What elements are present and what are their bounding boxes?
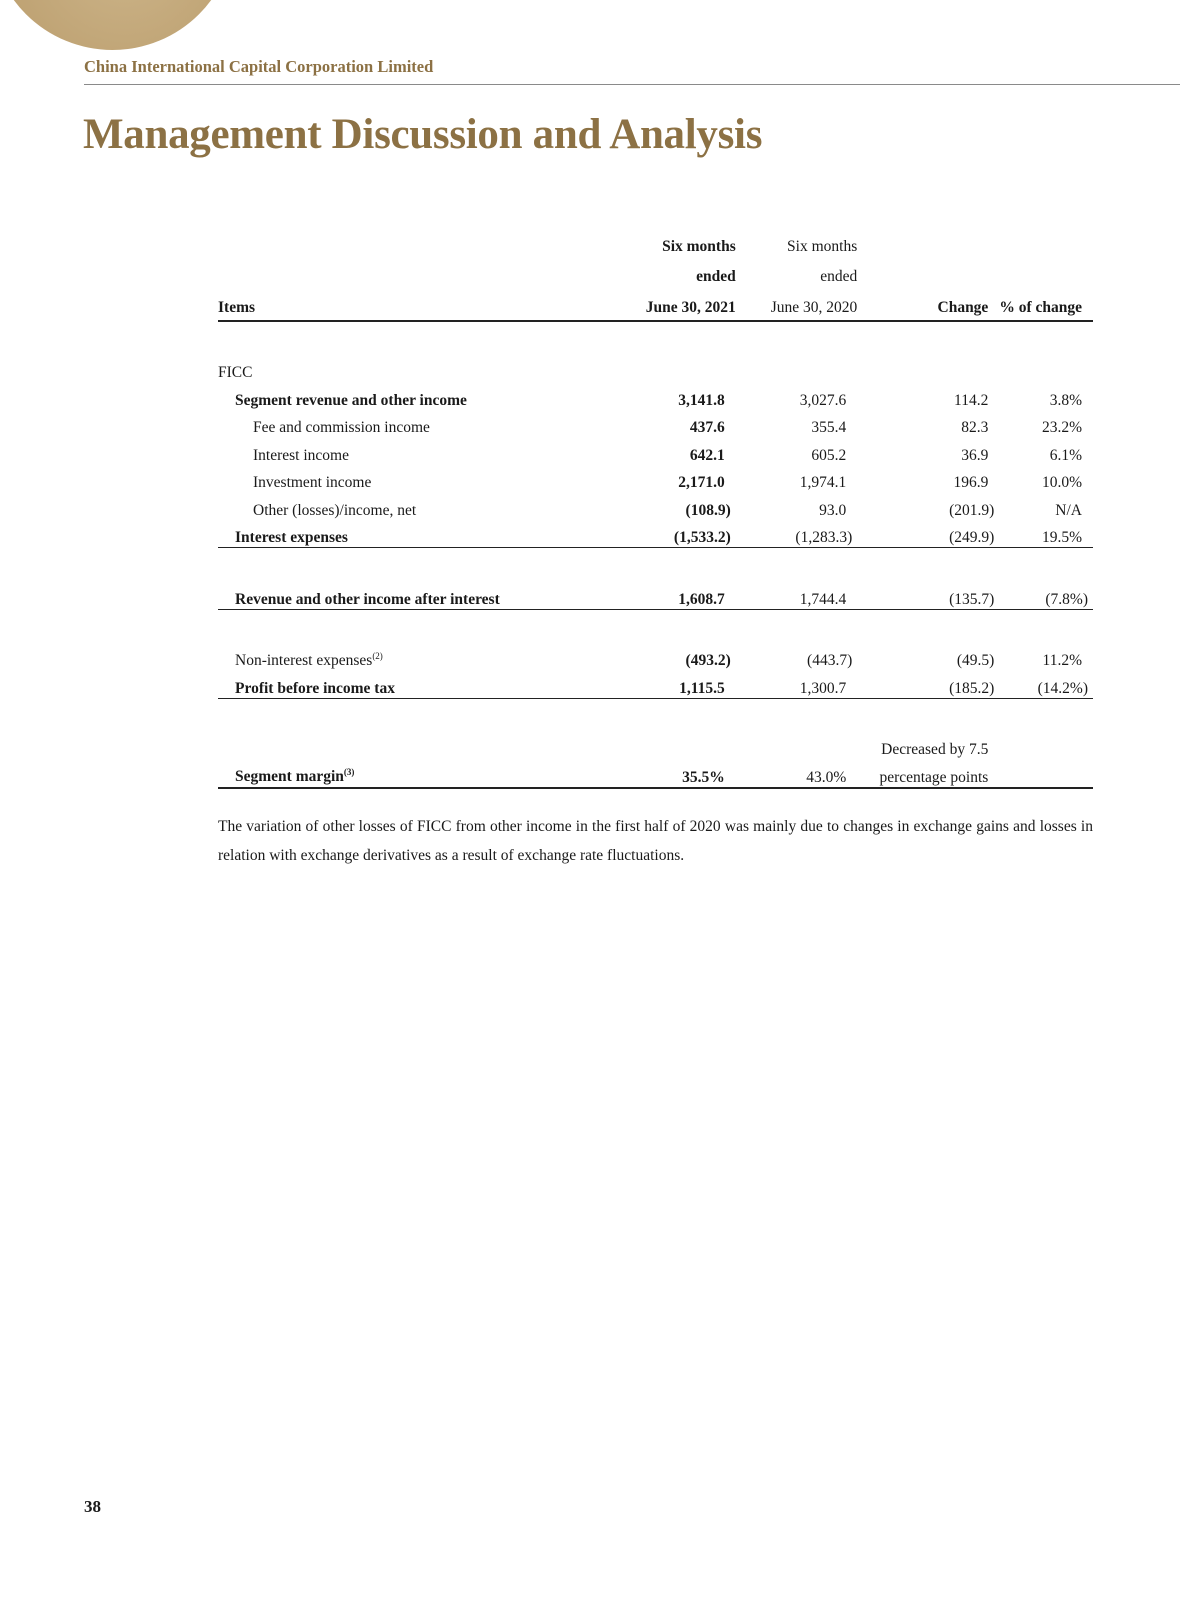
table-row (218, 643, 1093, 671)
items-header: Items (218, 289, 631, 321)
cell-2020: 3,027.6 (799, 391, 847, 409)
cell-pct: 3.8% (1049, 391, 1082, 409)
table-row-margin-top (218, 732, 1093, 760)
cell-2021: 3,141.8 (678, 391, 725, 409)
pct-change-header: % of change (999, 289, 1093, 321)
cell-2020: (443.7) (807, 652, 853, 669)
table-row (218, 581, 1093, 609)
row-label: Segment revenue and other income (235, 391, 467, 409)
cell-pct: (7.8%) (999, 581, 1093, 609)
cell-pct: 23.2% (1041, 419, 1082, 436)
table-row (218, 382, 1093, 410)
cell-2021: (108.9) (685, 501, 731, 519)
row-label (218, 759, 631, 788)
cell-2020: 43.0% (736, 759, 857, 788)
cell-pct: (14.2%) (999, 670, 1093, 698)
cell-change: (185.2) (857, 670, 999, 698)
page-title: Management Discussion and Analysis (83, 111, 763, 158)
cell-2020: 355.4 (811, 419, 847, 436)
cell-change: 196.9 (953, 474, 989, 491)
cell-2021: 35.5% (631, 759, 736, 788)
col-2021-header-line1: Six months (662, 237, 736, 255)
logo-seal (0, 0, 235, 50)
change-header: Change (857, 289, 999, 321)
cell-2021: 1,608.7 (631, 581, 736, 609)
col-2021-header-line2: ended (696, 268, 736, 285)
cell-2021: (1,533.2) (631, 520, 736, 548)
col-2020-header-line1: Six months (787, 237, 858, 255)
cell-2020: (1,283.3) (736, 520, 857, 548)
row-label: Revenue and other income after interest (218, 581, 631, 609)
cell-2021: 437.6 (689, 419, 725, 436)
cell-change: (49.5) (956, 652, 995, 669)
cell-change: 114.2 (954, 391, 989, 409)
cell-2020: 1,300.7 (736, 670, 857, 698)
section-label: FICC (218, 364, 253, 381)
cell-change: (201.9) (949, 501, 995, 519)
table-row (218, 437, 1093, 465)
page-number: 38 (84, 1497, 101, 1516)
cell-pct: 19.5% (999, 520, 1093, 548)
cell-pct (999, 759, 1093, 788)
ficc-table (218, 228, 1093, 789)
table-row (218, 520, 1093, 548)
cell-2021: 2,171.0 (678, 474, 725, 491)
row-label-text: Non-interest expenses (235, 652, 373, 669)
cell-2021: (493.2) (685, 652, 731, 669)
section-row (218, 355, 1093, 383)
row-label (218, 643, 631, 671)
cell-change-line2: percentage points (857, 759, 999, 788)
cell-change: 82.3 (961, 419, 989, 436)
col-2021-header-line3: June 30, 2021 (631, 289, 736, 321)
cell-2021: 642.1 (689, 446, 725, 464)
cell-2020: 1,744.4 (736, 581, 857, 609)
cell-pct: 10.0% (1041, 474, 1082, 491)
row-label: Profit before income tax (218, 670, 631, 698)
col-2020-header-line2: ended (820, 268, 858, 285)
footnote-ref: (2) (372, 650, 383, 661)
row-label: Investment income (253, 474, 372, 491)
row-label: Interest income (253, 446, 349, 464)
table-row (218, 670, 1093, 698)
cell-change: (249.9) (857, 520, 999, 548)
col-2020-header-line3: June 30, 2020 (736, 289, 857, 321)
cell-pct: 11.2% (1042, 652, 1082, 669)
cell-2020: 1,974.1 (799, 474, 847, 491)
row-label: Other (losses)/income, net (253, 501, 417, 519)
row-label: Fee and commission income (253, 419, 430, 436)
footnote-ref: (3) (343, 767, 355, 778)
table-header-row-1 (218, 228, 1093, 259)
table-row (218, 410, 1093, 438)
cell-pct: N/A (1055, 501, 1082, 519)
table-row (218, 465, 1093, 493)
table-header-row-2 (218, 259, 1093, 290)
row-label-text: Segment margin (235, 768, 344, 786)
cell-pct: 6.1% (1049, 446, 1082, 464)
explanation-paragraph: The variation of other losses of FICC from other income in the first half of 2020 was mainly due to changes in exchange gains and losses in relation with exchange derivatives as a result of exchange rate fluctuations. (218, 818, 1093, 864)
cell-change: 36.9 (961, 446, 989, 464)
cell-2021: 1,115.5 (631, 670, 736, 698)
cell-change: (135.7) (857, 581, 999, 609)
cell-2020: 605.2 (811, 446, 847, 464)
company-name: China International Capital Corporation Limited (84, 57, 434, 76)
table-row (218, 759, 1093, 788)
table-row (218, 492, 1093, 520)
table-header-row-3 (218, 289, 1093, 321)
row-label: Interest expenses (218, 520, 631, 548)
header-divider (84, 84, 1180, 85)
cell-change-line1: Decreased by 7.5 (881, 741, 989, 758)
cell-2020: 93.0 (819, 501, 847, 519)
